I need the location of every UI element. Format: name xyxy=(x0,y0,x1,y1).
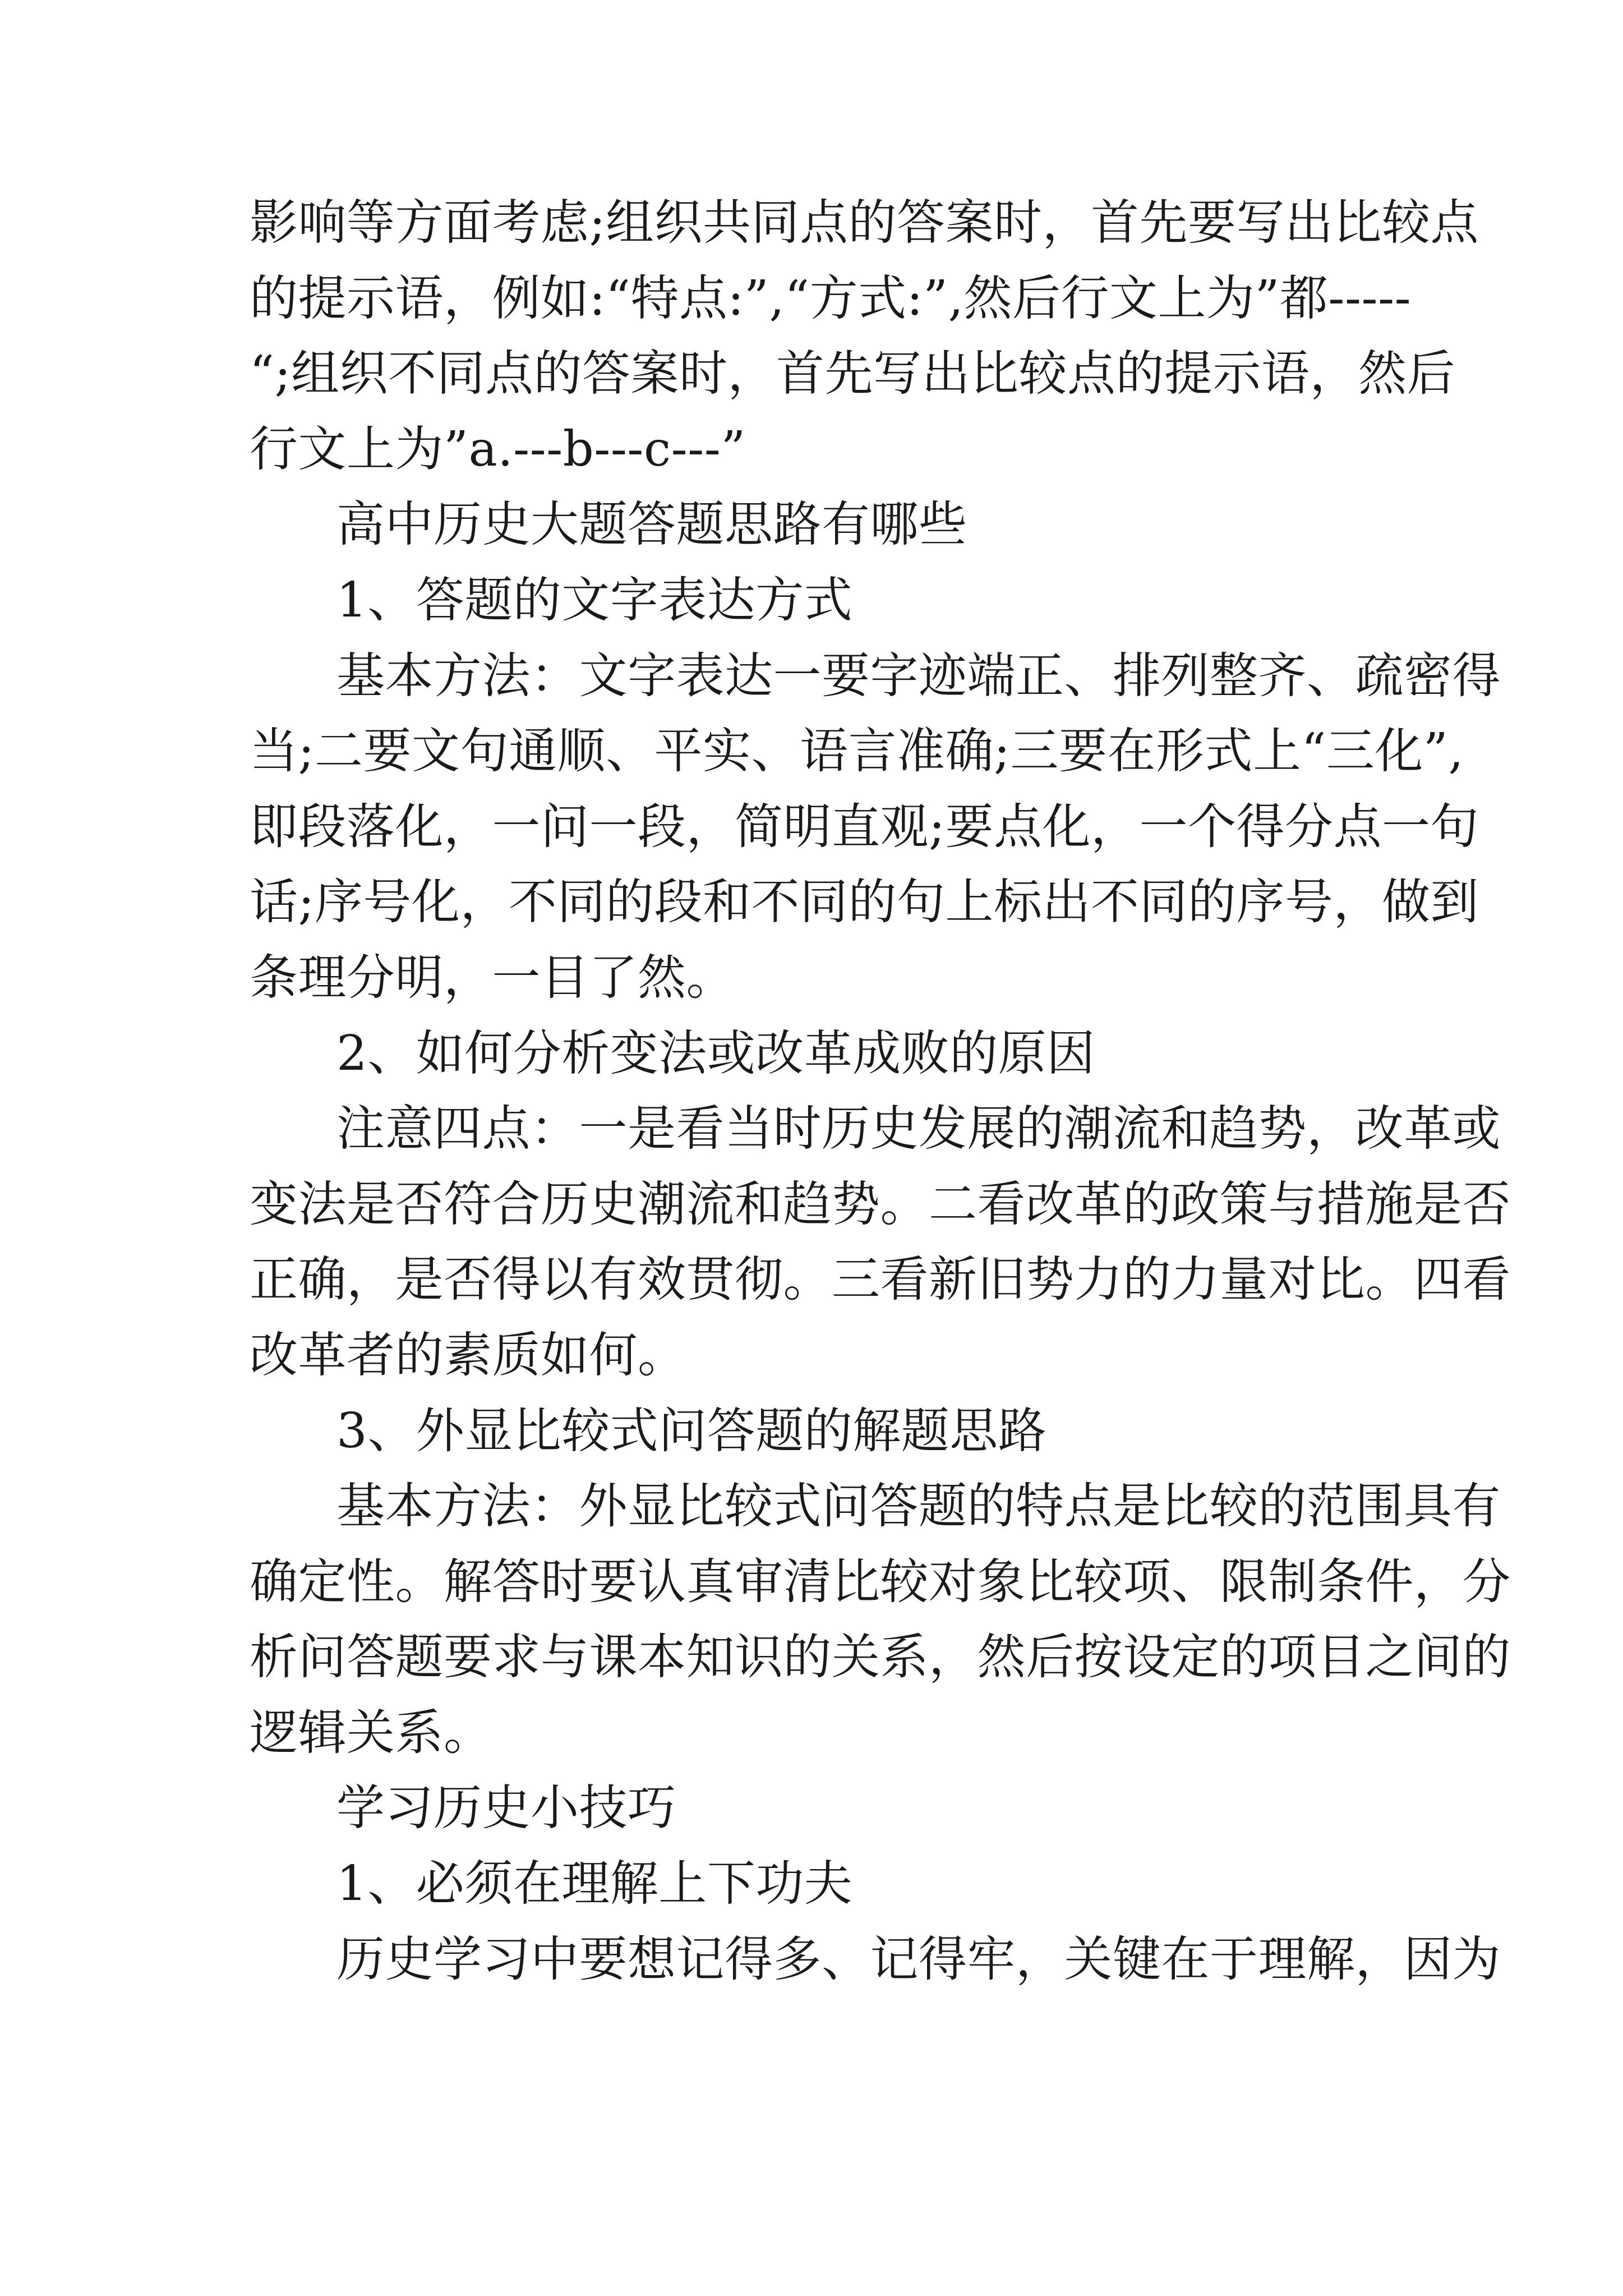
paragraph-line: 条理分明，一目了然。 xyxy=(250,949,735,1006)
paragraph-line: “;组织不同点的答案时，首先写出比较点的提示语，然后 xyxy=(250,346,1455,402)
paragraph-line: 当;二要文句通顺、平实、语言准确;三要在形式上“三化”, xyxy=(250,723,1464,780)
paragraph-line: 的提示语，例如:“特点:”,“方式:”,然后行文上为”都----- xyxy=(250,270,1412,326)
sub-heading: 1、必须在理解上下功夫 xyxy=(336,1856,853,1912)
paragraph-line: 注意四点：一是看当时历史发展的潮流和趋势，改革或 xyxy=(336,1101,1501,1157)
paragraph-line: 历史学习中要想记得多、记得牢，关键在于理解，因为 xyxy=(336,1931,1501,1987)
paragraph-line: 析问答题要求与课本知识的关系，然后按设定的项目之间的 xyxy=(250,1629,1511,1686)
paragraph-line: 影响等方面考虑;组织共同点的答案时，首先要写出比较点 xyxy=(250,195,1479,251)
document-page xyxy=(250,185,1511,1997)
paragraph-line: 基本方法：外显比较式问答题的特点是比较的范围具有 xyxy=(336,1478,1501,1535)
section-heading: 学习历史小技巧 xyxy=(336,1780,676,1837)
paragraph-line: 变法是否符合历史潮流和趋势。二看改革的政策与措施是否 xyxy=(250,1176,1511,1232)
paragraph-line: 话;序号化，不同的段和不同的句上标出不同的序号，做到 xyxy=(250,874,1479,931)
paragraph-line: 逻辑关系。 xyxy=(250,1704,492,1761)
paragraph-line: 正确，是否得以有效贯彻。三看新旧势力的力量对比。四看 xyxy=(250,1251,1511,1308)
paragraph-line: 即段落化，一问一段，简明直观;要点化，一个得分点一句 xyxy=(250,798,1479,855)
paragraph-line: 改革者的素质如何。 xyxy=(250,1327,686,1383)
paragraph-line: 行文上为”a.---b---c---” xyxy=(250,421,746,477)
sub-heading: 1、答题的文字表达方式 xyxy=(336,572,853,628)
sub-heading: 3、外显比较式问答题的解题思路 xyxy=(336,1402,1047,1459)
section-heading: 高中历史大题答题思路有哪些 xyxy=(336,496,967,553)
paragraph-line: 基本方法：文字表达一要字迹端正、排列整齐、疏密得 xyxy=(336,647,1501,704)
paragraph-line: 确定性。解答时要认真审清比较对象比较项、限制条件，分 xyxy=(250,1553,1511,1610)
sub-heading: 2、如何分析变法或改革成败的原因 xyxy=(336,1025,1095,1082)
